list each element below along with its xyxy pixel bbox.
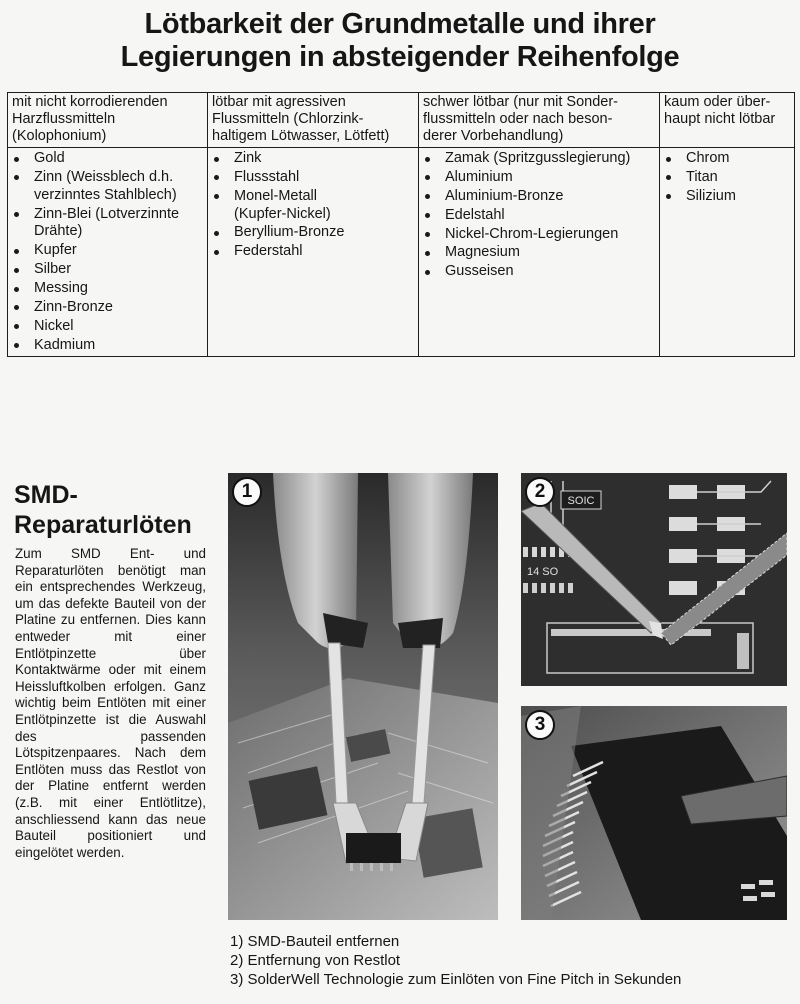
column-cell-2 [208, 148, 419, 357]
metal-list-item: Aluminium-Bronze [423, 188, 655, 206]
metal-list-item: Flussstahl [212, 169, 414, 187]
table-body-row [8, 148, 795, 357]
photo-captions [230, 932, 790, 989]
metal-list-item: Chrom [664, 150, 790, 168]
metal-list-item: Nickel [12, 318, 203, 336]
column-header-line: flussmitteln oder nach beson- [423, 111, 613, 127]
smd-heading-line-2: Reparaturlöten [14, 511, 192, 539]
column-header-line: haltigem Lötwasser, Lötfett) [212, 128, 390, 144]
metal-list-item: Aluminium [423, 169, 655, 187]
metal-list-item: Zamak (Spritzgusslegierung) [423, 150, 655, 168]
smd-heading-line-1: SMD- [14, 481, 78, 509]
metal-list-item: Zinn (Weissblech d.h. verzinntes Stahlblech) [12, 169, 203, 205]
metal-list-item: Zinn-Blei (Lotverzinnte Drähte) [12, 206, 203, 242]
fine-pitch-illustration [521, 706, 787, 920]
column-cell-4 [660, 148, 795, 357]
solderability-table [7, 92, 795, 357]
tweezers-illustration [228, 473, 498, 920]
column-header-4 [660, 93, 795, 148]
metal-list [12, 150, 203, 355]
metal-list-item: Federstahl [212, 243, 414, 261]
metal-list-item: Titan [664, 169, 790, 187]
column-header-line: mit nicht korrodierenden [12, 94, 168, 110]
metal-list-item: Nickel-Chrom-Legierungen [423, 226, 655, 244]
caption-2: 2) Entfernung von Restlot [230, 952, 401, 969]
metal-list-item: Kupfer [12, 242, 203, 260]
metal-list-item: Messing [12, 280, 203, 298]
column-header-line: schwer lötbar (nur mit Sonder- [423, 94, 619, 110]
silkscreen-chip-label: SOIC [567, 495, 595, 507]
photo-remove-residual-solder [521, 473, 787, 686]
column-header-line: Flussmitteln (Chlorzink- [212, 111, 364, 127]
caption-1: 1) SMD-Bauteil entfernen [230, 933, 400, 950]
smd-body-text: Zum SMD Ent- und Reparaturlöten benötigt man ein entsprechendes Werkzeug, um das defekte Bauteil von der Platine zu entfernen. Dies kann entweder mit einer Entlötpinzette über Kontaktwärme oder mit einem Heissluftkolben erfolgen. Ganz wichtig beim Entlöten mit einer Entlötpinzette ist die Auswahl des passenden Lötspitzenpaares. Nach dem Entlöten muss das Restlot von der Platine entfernt werden (z.B. mit einer Entlötlitze), anschliessend kann das neue Bauteil positioniert und eingelötet werden. [15, 546, 206, 860]
metal-list [423, 150, 655, 281]
metal-list-item: Silber [12, 261, 203, 279]
title-line-2: Legierungen in absteigender Reihenfolge [120, 41, 680, 73]
column-header-line: haupt nicht lötbar [664, 111, 776, 127]
photo-desoldering-tweezers [228, 473, 498, 920]
column-header-line: lötbar mit agressiven [212, 94, 346, 110]
column-header-line: (Kolophonium) [12, 128, 107, 144]
column-header-2 [208, 93, 419, 148]
desoldering-braid-illustration [521, 473, 787, 686]
metal-list-item: Beryllium-Bronze [212, 224, 414, 242]
metal-list-item: Edelstahl [423, 207, 655, 225]
smd-heading [14, 480, 214, 540]
metal-list-item: Kadmium [12, 337, 203, 355]
caption-3: 3) SolderWell Technologie zum Einlöten von Fine Pitch in Sekunden [230, 971, 682, 988]
metal-list-item: Gusseisen [423, 263, 655, 281]
column-header-line: kaum oder über- [664, 94, 771, 110]
metal-list-item: Zink [212, 150, 414, 168]
title-line-1: Lötbarkeit der Grundmetalle und ihrer [144, 8, 656, 40]
photo-number-1: 1 [232, 477, 262, 507]
table-header-row [8, 93, 795, 148]
column-header-1 [8, 93, 208, 148]
column-cell-3 [419, 148, 660, 357]
photo-number-3: 3 [525, 710, 555, 740]
column-header-3 [419, 93, 660, 148]
metal-list [212, 150, 414, 261]
metal-list [664, 150, 790, 206]
page-title [0, 8, 800, 74]
photo-fine-pitch-soldering [521, 706, 787, 920]
silkscreen-row-label: 14 SO [527, 566, 559, 578]
column-cell-1 [8, 148, 208, 357]
metal-list-item: Magnesium [423, 244, 655, 262]
metal-list-item: Monel-Metall (Kupfer-Nickel) [212, 188, 414, 224]
column-header-line: derer Vorbehandlung) [423, 128, 564, 144]
metal-list-item: Gold [12, 150, 203, 168]
metal-list-item: Zinn-Bronze [12, 299, 203, 317]
photo-number-2: 2 [525, 477, 555, 507]
metal-list-item: Silizium [664, 188, 790, 206]
column-header-line: Harzflussmitteln [12, 111, 116, 127]
